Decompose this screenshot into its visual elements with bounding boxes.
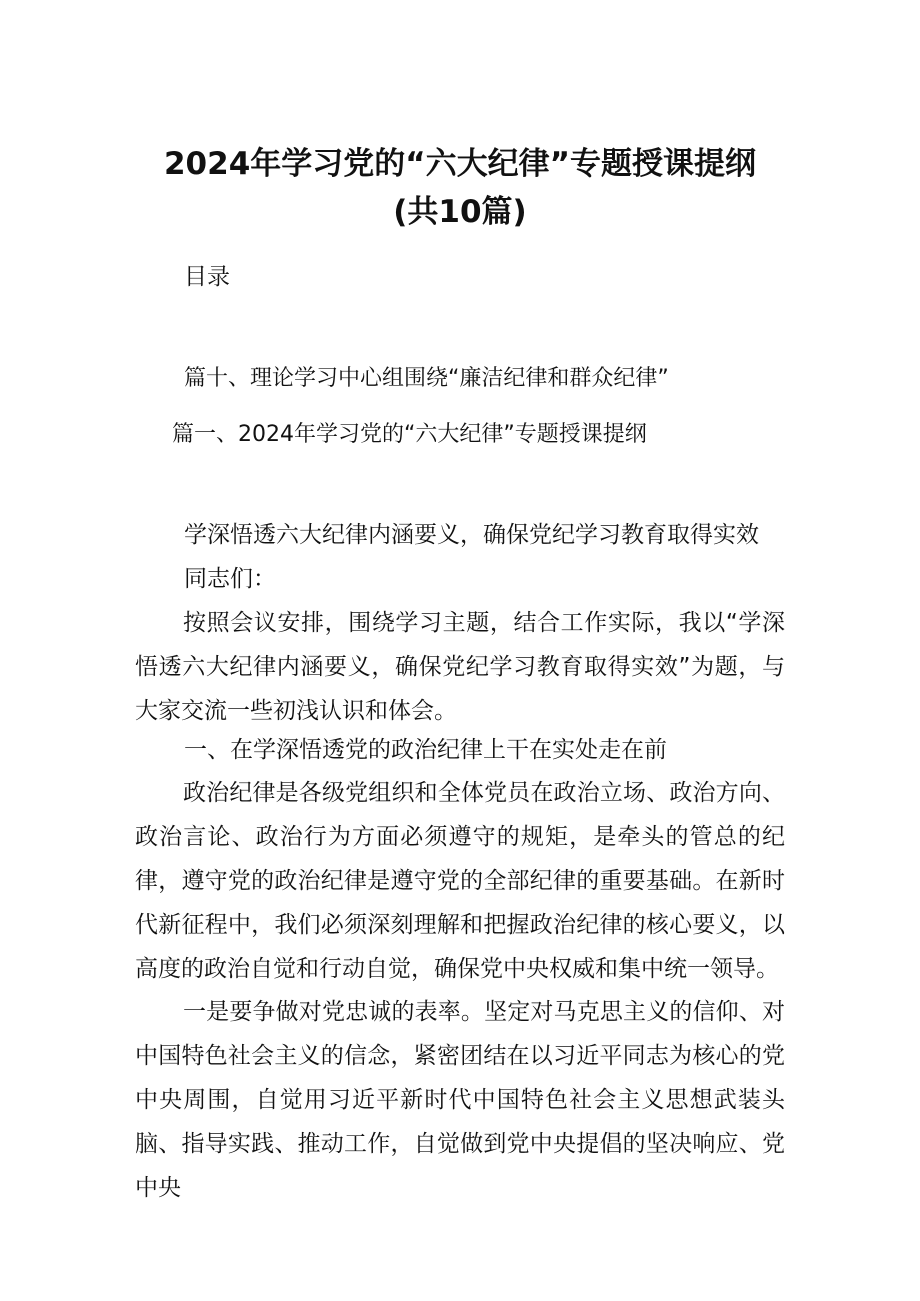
paragraph: 政治纪律是各级党组织和全体党员在政治立场、政治方向、政治言论、政治行为方面必须遵守的规矩，是牵头的管总的纪律，遵守党的政治纪律是遵守党的全部纪律的重要基础。在新时代新征程中，我们必须深刻理解和把握政治纪律的核心要义，以高度的政治自觉和行动自觉，确保党中央权威和集中统一领导。	[135, 780, 785, 982]
toc-heading: 目录	[184, 264, 230, 290]
paragraph: 按照会议安排，围绕学习主题，结合工作实际，我以“学深悟透六大纪律内涵要义，确保党纪学习教育取得实效”为题，与大家交流一些初浅认识和体会。	[135, 610, 785, 724]
document-title: 2024年学习党的“六大纪律”专题授课提纲	[163, 146, 757, 182]
salutation: 同志们：	[184, 566, 276, 592]
document-title-count: (共10篇)	[393, 194, 527, 230]
toc-item: 篇一、2024年学习党的“六大纪律”专题授课提纲	[172, 422, 647, 447]
section-heading: 一、在学深悟透党的政治纪律上干在实处走在前	[184, 737, 667, 763]
speech-subtitle: 学深悟透六大纪律内涵要义，确保党纪学习教育取得实效	[184, 522, 759, 548]
toc-item: 篇十、理论学习中心组围绕“廉洁纪律和群众纪律”	[184, 366, 669, 391]
paragraph: 一是要争做对党忠诚的表率。坚定对马克思主义的信仰、对中国特色社会主义的信念，紧密团结在以习近平同志为核心的党中央周围，自觉用习近平新时代中国特色社会主义思想武装头脑、指导实践、推动工作，自觉做到党中央提倡的坚决响应、党中央	[135, 999, 785, 1201]
